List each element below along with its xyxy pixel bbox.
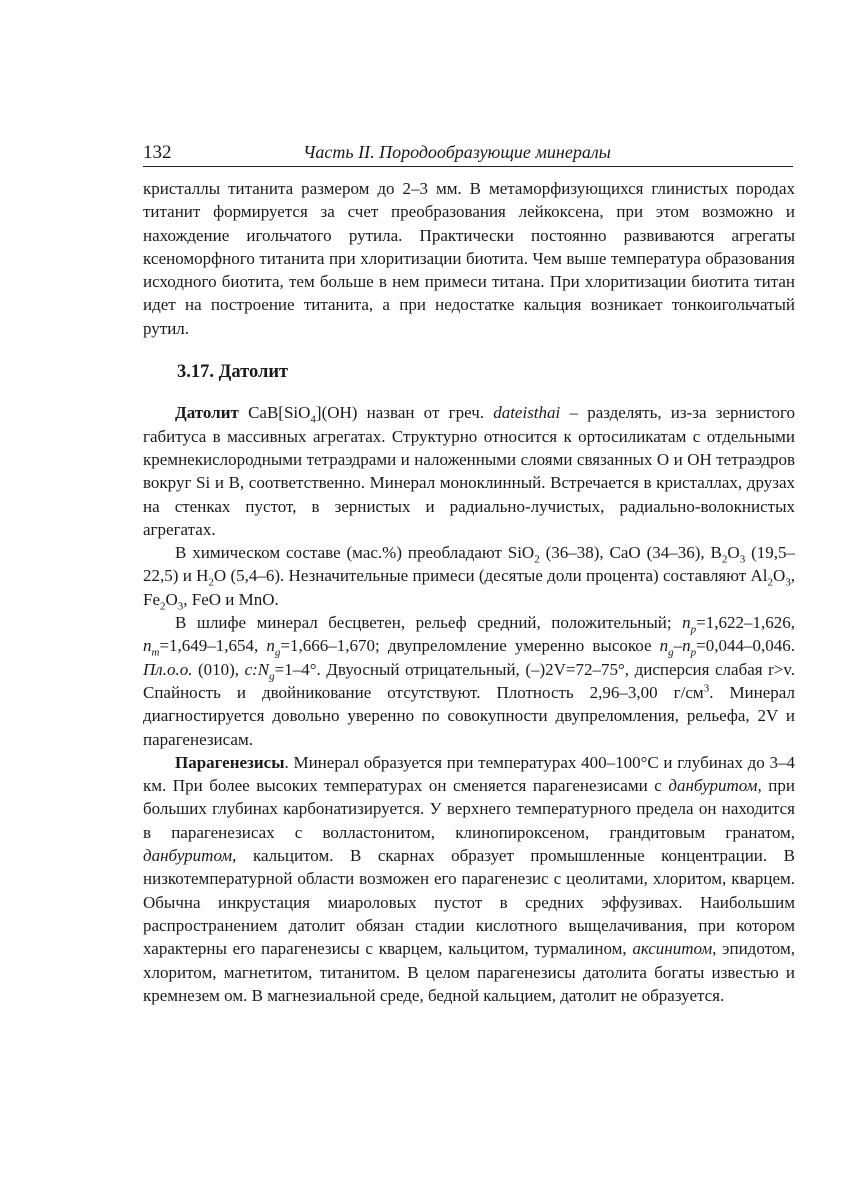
intro-paragraph: кристаллы титанита размером до 2–3 мм. В метаморфизующихся глинистых породах титанит формируется за счет преобразования лейкоксена, при этом возможно и нахождение игольчатого рутила. Практически постоянно развиваются агрегаты ксеноморфного титанита при хлоритизации биотита. Чем выше температура образования исходного биотита, тем больше в нем примеси титана. При хлоритизации биотита титан идет на построение титанита, а при недостатке кальция возникает тонкоигольчатый рутил. (143, 179, 795, 338)
paragraph-composition: В химическом составе (мас.%) преобладают SiO$_2$ (36–38), CaO (34–36), $B_2O_3$ (19,5–22,5) и $H_2O$ (5,4–6). Незначительные примеси (десятые доли процента) составляют $Al_2O_3$, $Fe_2O_3$, FeO и MnO. (143, 543, 795, 613)
paragraph-optics: В шлифе минерал бесцветен, рельеф средний, положительный; $n_p=1,622-1,626$, $n_m=1,649-1,654$, $n_g=1,666-1,670$; двупреломление умеренно высокое $n_g-n_p=0,044-0,046$. Пл.о.о. (010), $c:N_g=1-4^\circ$. Двуосный отрицательный, (–)2V=72–75°, дисперсия слабая r>v. Спайность и двойникование отсутствуют. Плотность 2,96–3,00 $г/см^3$. Минерал диагностируется довольно уверенно по совокупности двупреломления, рельефа, 2V и парагенезисам. (143, 613, 796, 749)
page-number: 132 (143, 142, 172, 163)
paragraph-parageneses: Парагенезисы. Минерал образуется при температурах 400–100°C и глубинах до 3–4 км. При более высоких температурах он сменяется парагенезисами с данбуритом, при больших глубинах карбонатизируется. У верхнего температурного предела он находится в парагенезисах с волластонитом, клинопироксеном, грандитовым гранатом, данбуритом, кальцитом. В скарнах образует промышленные концентрации. В низкотемпературной области возможен его парагенезис с цеолитами, хлоритом, кварцем. Обычна инкрустация миароловых пустот в средних эффузивах. Наибольшим распространением датолит обязан стадии кислотного выщелачивания, при котором характерны его парагенезисы с кварцем, кальцитом, турмалином, аксинитом, эпидотом, хлоритом, магнетитом, титанитом. В целом парагенезисы датолита богаты известью и кремнезем ом. В магнезиальной среде, бедной кальцием, датолит не образуется. (143, 752, 795, 1005)
section-title: 3.17. Датолит (177, 362, 289, 383)
page-header (143, 142, 793, 167)
term-datolite: Датолит (175, 403, 239, 423)
etymology: dateisthai (493, 403, 561, 423)
paragraph-description: Датолит CaB[SiO$_4$](OH) назван от греч. dateisthai – разделять, из-за зернистого габитуса в массивных агрегатах. Структурно относится к ортосиликатам с отдельными кремнекислородными тетраэдрами и наложенными слоями связанных O и OH тетраэдров вокруг Si и B, соответственно. Минерал моноклинный. Встречается в кристаллах, друзах на стенках пустот, в зернистых и радиально-лучистых, радиально-волокнистых агрегатах. (143, 403, 795, 539)
page-body (143, 177, 795, 1007)
term-parageneses: Парагенезисы (175, 752, 285, 772)
running-title: Часть II. Породообразующие минералы (303, 142, 611, 162)
